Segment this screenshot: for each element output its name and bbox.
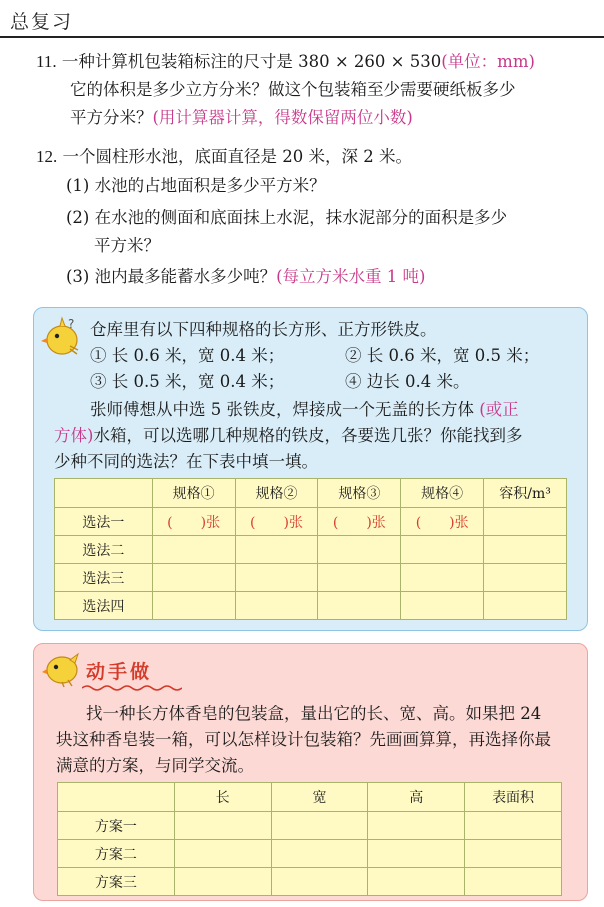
table-row xyxy=(55,508,567,536)
selection-table xyxy=(54,478,567,620)
header-spec3: 规格③ xyxy=(318,479,401,508)
table-cell[interactable] xyxy=(368,840,465,868)
table-cell[interactable] xyxy=(465,868,562,896)
hands-on-para-2: 块这种香皂装一箱，可以怎样设计包装箱？先画画算算，再选择你最 xyxy=(56,730,551,749)
warehouse-para-1a: 张师傅想从中选 5 张铁皮，焊接成一个无盖的长方体 xyxy=(90,400,474,419)
table-cell[interactable] xyxy=(465,840,562,868)
hands-on-para-3: 满意的方案，与同学交流。 xyxy=(56,756,254,775)
spec-2: ② 长 0.6 米，宽 0.5 米； xyxy=(345,346,540,365)
table-cell[interactable]: ( )张 xyxy=(152,508,235,536)
q11-line1 xyxy=(36,50,535,74)
warehouse-para-1 xyxy=(90,398,519,422)
chick-mascot-icon xyxy=(40,314,84,358)
warehouse-intro: 仓库里有以下四种规格的长方形、正方形铁皮。 xyxy=(90,320,437,339)
q12-part3-line xyxy=(66,265,426,289)
hands-on-para-1: 找一种长方体香皂的包装盒，量出它的长、宽、高。如果把 24 xyxy=(86,704,542,723)
table-cell[interactable] xyxy=(318,564,401,592)
table-cell[interactable] xyxy=(152,564,235,592)
q12-stem: 一个圆柱形水池，底面直径是 20 米，深 2 米。 xyxy=(62,147,412,166)
table-cell[interactable] xyxy=(318,592,401,620)
table-cell[interactable] xyxy=(235,592,318,620)
q11-hint: (用计算器计算，得数保留两位小数) xyxy=(152,108,413,127)
header-width: 宽 xyxy=(271,783,368,812)
section-title: 总复习 xyxy=(10,11,74,33)
warehouse-para-2b: 水箱，可以选哪几种规格的铁皮，各要选几张？你能找到多 xyxy=(93,426,523,445)
warehouse-para-1b: (或正 xyxy=(479,400,519,419)
row-label: 选法三 xyxy=(55,564,153,592)
table-cell[interactable]: ( )张 xyxy=(318,508,401,536)
svg-text:?: ? xyxy=(68,317,75,331)
hands-on-title: 动手做 xyxy=(86,661,153,683)
q12-part1: (1) 水池的占地面积是多少平方米？ xyxy=(66,176,326,195)
q11-text-1: 一种计算机包装箱标注的尺寸是 380 × 260 × 530 xyxy=(61,52,442,71)
table-row xyxy=(58,812,562,840)
table-cell[interactable] xyxy=(174,868,271,896)
table-cell[interactable] xyxy=(368,868,465,896)
q12-part2b: 平方米？ xyxy=(94,236,160,255)
row-label: 方案一 xyxy=(58,812,175,840)
q11-line3 xyxy=(70,106,413,130)
page-header xyxy=(0,0,604,38)
table-row xyxy=(58,868,562,896)
q12-stem-line xyxy=(36,145,412,169)
table-cell[interactable] xyxy=(484,592,567,620)
table-cell[interactable] xyxy=(401,592,484,620)
table-cell[interactable]: ( )张 xyxy=(401,508,484,536)
table-cell[interactable] xyxy=(174,812,271,840)
table-row xyxy=(55,536,567,564)
table-cell[interactable] xyxy=(401,564,484,592)
table-cell[interactable] xyxy=(235,564,318,592)
warehouse-para-2a: 方体) xyxy=(54,426,94,445)
spec-1: ① 长 0.6 米，宽 0.4 米； xyxy=(90,346,285,365)
table-row xyxy=(55,592,567,620)
row-label: 选法一 xyxy=(55,508,153,536)
chick-mascot-icon xyxy=(42,650,82,688)
spec-4: ④ 边长 0.4 米。 xyxy=(345,372,470,391)
table-cell[interactable] xyxy=(271,812,368,840)
row-label: 选法二 xyxy=(55,536,153,564)
q11-number: 11. xyxy=(36,52,57,71)
table-cell[interactable] xyxy=(174,840,271,868)
header-height: 高 xyxy=(368,783,465,812)
table-row xyxy=(55,564,567,592)
table-cell[interactable] xyxy=(484,564,567,592)
table-cell[interactable] xyxy=(401,536,484,564)
q12-part3-hint: (每立方米水重 1 吨) xyxy=(276,267,426,286)
table-cell[interactable]: ( )张 xyxy=(235,508,318,536)
table-cell[interactable] xyxy=(271,840,368,868)
design-plan-table xyxy=(57,782,562,896)
header-spec1: 规格① xyxy=(152,479,235,508)
q12-part3: (3) 池内最多能蓄水多少吨？ xyxy=(66,267,277,286)
table-cell[interactable] xyxy=(318,536,401,564)
header-spec4: 规格④ xyxy=(401,479,484,508)
table-cell[interactable] xyxy=(484,508,567,536)
table-cell[interactable] xyxy=(484,536,567,564)
header-surface-area: 表面积 xyxy=(465,783,562,812)
wavy-underline-icon xyxy=(82,684,182,692)
header-spec2: 规格② xyxy=(235,479,318,508)
table-cell[interactable] xyxy=(271,868,368,896)
header-length: 长 xyxy=(174,783,271,812)
header-cell-empty xyxy=(55,479,153,508)
table-cell[interactable] xyxy=(235,536,318,564)
design-table-header xyxy=(58,783,562,812)
row-label: 方案三 xyxy=(58,868,175,896)
table-cell[interactable] xyxy=(152,592,235,620)
q11-text-3: 平方分米？ xyxy=(70,108,153,127)
warehouse-para-3: 少种不同的选法？在下表中填一填。 xyxy=(54,452,318,471)
row-label: 方案二 xyxy=(58,840,175,868)
q11-text-2: 它的体积是多少立方分米？做这个包装箱至少需要硬纸板多少 xyxy=(70,80,516,99)
table-row xyxy=(58,840,562,868)
selection-table-header xyxy=(55,479,567,508)
header-cell-empty xyxy=(58,783,175,812)
warehouse-para-2 xyxy=(54,424,522,448)
header-volume: 容积/m³ xyxy=(484,479,567,508)
table-cell[interactable] xyxy=(465,812,562,840)
spec-3: ③ 长 0.5 米，宽 0.4 米； xyxy=(90,372,285,391)
header-rule xyxy=(0,36,604,38)
q12-part2a: (2) 在水池的侧面和底面抹上水泥，抹水泥部分的面积是多少 xyxy=(66,208,508,227)
table-cell[interactable] xyxy=(152,536,235,564)
table-cell[interactable] xyxy=(368,812,465,840)
q11-unit: (单位：mm) xyxy=(441,52,535,71)
q12-number: 12. xyxy=(36,147,58,166)
row-label: 选法四 xyxy=(55,592,153,620)
